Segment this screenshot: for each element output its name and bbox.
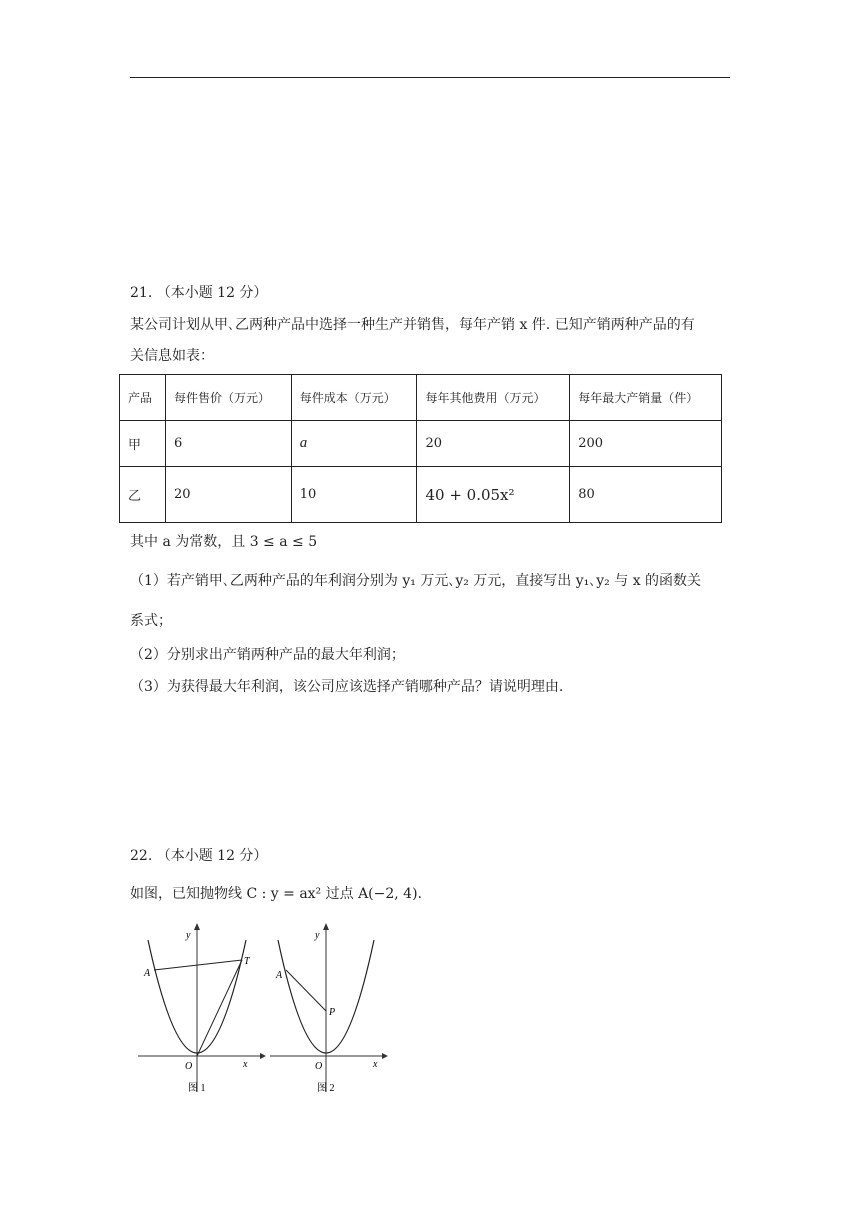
table-header-cell: 每件成本（万元）	[291, 375, 417, 421]
header-rule	[130, 77, 730, 78]
table-cell: 甲	[120, 421, 166, 467]
segment-AP	[286, 970, 326, 1011]
table-cell: 乙	[120, 467, 166, 523]
table-header-cell: 每年其他费用（万元）	[417, 375, 570, 421]
chord-AT	[154, 960, 242, 970]
label-x: x	[373, 1059, 378, 1070]
q21-part1-line2: 系式；	[130, 613, 172, 629]
y-axis-arrow	[194, 923, 200, 930]
table-header-cell: 产品	[120, 375, 166, 421]
table-header-cell: 每年最大产销量（件）	[570, 375, 722, 421]
q21-part3: （3）为获得最大年利润，该公司应该选择产销哪种产品？请说明理由.	[130, 679, 564, 695]
q22-intro: 如图，已知抛物线 C : y = ax² 过点 A(−2, 4).	[130, 886, 423, 902]
table-header-row	[120, 375, 722, 421]
label-A: A	[144, 968, 151, 979]
table-cell: a	[291, 421, 417, 467]
q21-title: 21. （本小题 12 分）	[130, 285, 268, 301]
y-axis-arrow	[323, 923, 329, 930]
table-cell: 10	[291, 467, 417, 523]
figure-1-parabola-chord	[128, 920, 268, 1100]
table-row	[120, 467, 722, 523]
label-A: A	[276, 970, 283, 981]
q21-part1-line1: （1）若产销甲､乙两种产品的年利润分别为 y₁ 万元､y₂ 万元，直接写出 y₁､y₂ 与 x 的函数关	[130, 573, 702, 589]
figure-1-caption: 图 1	[188, 1083, 206, 1094]
table-cell: 40 + 0.05x²	[417, 467, 570, 523]
label-x: x	[243, 1059, 248, 1070]
label-origin: O	[315, 1061, 323, 1072]
q21-part2: （2）分别求出产销两种产品的最大年利润；	[130, 647, 405, 663]
product-info-table	[119, 374, 722, 523]
table-header-cell: 每件售价（万元）	[165, 375, 291, 421]
q21-condition: 其中 a 为常数，且 3 ≤ a ≤ 5	[130, 534, 318, 550]
figure-2-caption: 图 2	[317, 1083, 335, 1094]
table-row	[120, 421, 722, 467]
table-cell: 6	[165, 421, 291, 467]
table-cell: 200	[570, 421, 722, 467]
q21-intro-line1: 某公司计划从甲､乙两种产品中选择一种生产并销售，每年产销 x 件. 已知产销两种产品的有	[130, 317, 695, 333]
label-origin: O	[185, 1061, 193, 1072]
figure-2-parabola-point	[264, 920, 394, 1100]
table-cell: 80	[570, 467, 722, 523]
x-axis-arrow	[382, 1053, 388, 1059]
label-P: P	[329, 1007, 336, 1018]
label-y: y	[315, 930, 320, 941]
q21-intro-line2: 关信息如表：	[130, 348, 214, 364]
label-y: y	[186, 930, 191, 941]
label-T: T	[244, 956, 250, 967]
table-cell: 20	[165, 467, 291, 523]
q22-title: 22. （本小题 12 分）	[130, 848, 268, 864]
segment-OT	[197, 960, 242, 1056]
table-cell: 20	[417, 421, 570, 467]
